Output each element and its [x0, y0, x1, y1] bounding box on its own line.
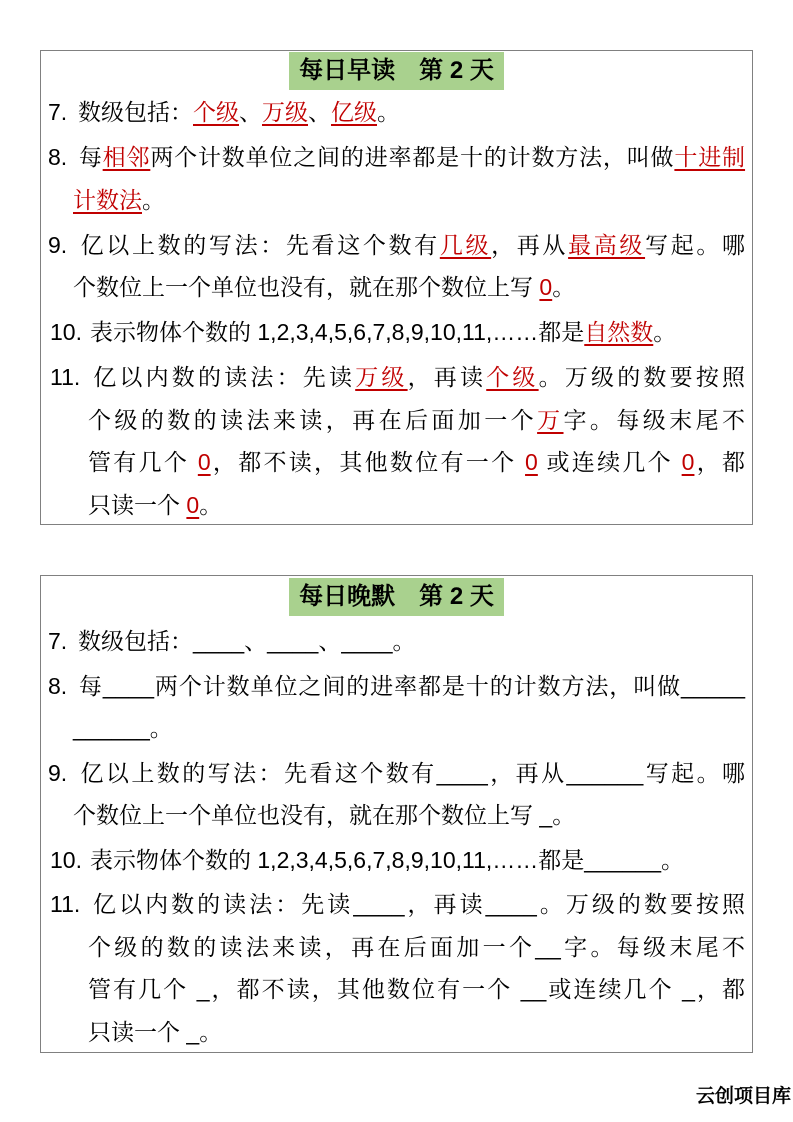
statement-text: 亿以内数的读法：先读: [90, 364, 356, 390]
answer-blank: _: [196, 976, 210, 1002]
item-line: [48, 136, 745, 179]
item-8: [48, 665, 745, 750]
statement-text: 字。每级末尾不: [560, 933, 746, 960]
statement-text: 。万级的数要按照: [536, 891, 746, 917]
answer-blank: ____: [353, 891, 405, 917]
item-line: [48, 620, 745, 663]
item-line: [48, 968, 745, 1011]
statement-text: ，都不读，其他数位有一个: [210, 449, 526, 475]
statement-text: ，都不读，其他数位有一个: [209, 976, 521, 1002]
answer-text: 0: [197, 449, 211, 475]
morning-title-row: [41, 52, 752, 90]
statement-text: 、: [318, 628, 342, 654]
evening-dictation-box: [40, 575, 753, 1053]
statement-text: 写起。哪: [643, 759, 746, 786]
statement-text: 或连续几个: [546, 976, 683, 1002]
statement-text: ，都: [694, 449, 746, 475]
answer-blank: _: [539, 802, 553, 828]
item-line: [48, 707, 745, 750]
answer-blank: ______: [566, 759, 644, 786]
answer-text: 几级: [439, 231, 492, 258]
answer-text: 个级: [193, 99, 239, 125]
item-line: [48, 484, 745, 527]
statement-text: 管有几个: [88, 976, 197, 1002]
item-9: [48, 752, 745, 837]
answer-text: 相邻: [102, 144, 151, 170]
statement-text: 两个计数单位之间的进率都是十的计数方法，叫做: [154, 672, 682, 699]
item-number: 9.: [48, 231, 68, 258]
item-line: [48, 356, 745, 399]
statement-text: 个数位上一个单位也没有，就在那个数位上写: [73, 274, 540, 300]
answer-blank: ____: [485, 891, 537, 917]
statement-text: 、: [308, 99, 331, 125]
answer-text: 0: [539, 274, 553, 300]
item-10: [48, 839, 745, 882]
item-number: 10.: [50, 319, 82, 345]
answer-blank: ____: [341, 628, 393, 654]
morning-title: 每日早读 第 2 天: [289, 52, 504, 90]
statement-text: 字。每级末尾不: [563, 406, 746, 433]
answer-blank: ____: [436, 759, 488, 786]
statement-text: 写起。哪: [645, 231, 746, 258]
statement-text: 。: [552, 802, 576, 828]
answer-text: 自然数: [584, 319, 654, 345]
item-line: [48, 752, 745, 795]
statement-text: 。: [142, 186, 165, 213]
item-number: 11.: [50, 364, 81, 390]
statement-text: 每: [78, 672, 103, 699]
answer-text: 最高级: [568, 231, 646, 258]
item-line: [48, 665, 745, 708]
statement-text: 只读一个: [88, 1018, 187, 1045]
statement-text: 每: [78, 144, 103, 170]
statement-text: ，再从: [487, 759, 567, 786]
answer-blank: ______: [584, 846, 662, 873]
answer-text: 十进制: [674, 144, 746, 170]
answer-text: 万级: [262, 99, 308, 125]
item-number: 9.: [48, 759, 68, 786]
item-line: [48, 1011, 745, 1054]
item-line: [48, 441, 745, 484]
answer-blank: ____: [267, 628, 319, 654]
statement-text: ，再读: [407, 364, 487, 390]
statement-text: 。: [392, 628, 416, 654]
statement-text: 、: [244, 628, 268, 654]
morning-item-list: [41, 91, 752, 526]
item-10: [48, 311, 745, 354]
statement-text: 只读一个: [88, 491, 187, 518]
item-11: [48, 883, 745, 1053]
statement-text: 。: [552, 274, 576, 300]
statement-text: 亿以上数的写法：先看这个数有: [78, 231, 440, 258]
statement-text: 亿以上数的写法：先看这个数有: [78, 759, 437, 786]
item-line: [48, 926, 745, 969]
answer-text: 0: [186, 491, 200, 518]
item-7: [48, 620, 745, 663]
statement-text: 。: [661, 846, 685, 873]
statement-text: 数级包括：: [78, 628, 193, 654]
item-7: [48, 91, 745, 134]
evening-title: 每日晚默 第 2 天: [289, 578, 504, 616]
item-line: [48, 399, 745, 442]
statement-text: 个级的数的读法来读，再在后面加一个: [88, 933, 536, 960]
answer-blank: _____: [681, 672, 746, 699]
item-number: 8.: [48, 672, 68, 699]
answer-blank: ______: [73, 715, 150, 741]
answer-text: 0: [681, 449, 695, 475]
item-line: [48, 179, 745, 222]
item-line: [48, 266, 745, 309]
statement-text: 或连续几个: [537, 449, 682, 475]
item-number: 10.: [50, 846, 82, 873]
item-9: [48, 224, 745, 309]
statement-text: 个数位上一个单位也没有，就在那个数位上写: [73, 802, 540, 828]
statement-text: 。: [199, 1018, 223, 1045]
answer-blank: ____: [193, 628, 245, 654]
answer-text: 计数法: [73, 186, 142, 213]
statement-text: 数级包括：: [78, 99, 193, 125]
item-line: [48, 311, 745, 354]
statement-text: ，再从: [491, 231, 569, 258]
item-line: [48, 839, 745, 882]
item-number: 11.: [50, 891, 81, 917]
statement-text: 、: [239, 99, 262, 125]
answer-blank: __: [535, 933, 561, 960]
statement-text: 。: [653, 319, 677, 345]
answer-text: 亿级: [331, 99, 377, 125]
statement-text: 。万级的数要按照: [538, 364, 746, 390]
statement-text: 两个计数单位之间的进率都是十的计数方法，叫做: [150, 144, 675, 170]
footer-brand: 云创项目库: [695, 1086, 791, 1107]
item-line: [48, 883, 745, 926]
statement-text: 亿以内数的读法：先读: [90, 891, 354, 917]
answer-blank: _: [186, 1018, 200, 1045]
answer-text: 万: [537, 406, 564, 433]
statement-text: ，再读: [404, 891, 486, 917]
item-8: [48, 136, 745, 221]
answer-text: 0: [525, 449, 538, 475]
answer-blank: __: [520, 976, 547, 1002]
answer-blank: ____: [102, 672, 155, 699]
statement-text: 。: [377, 99, 400, 125]
answer-blank: _: [682, 976, 695, 1002]
statement-text: 。: [149, 715, 173, 741]
answer-text: 个级: [486, 364, 539, 390]
morning-reading-box: [40, 50, 753, 525]
item-number: 7.: [48, 628, 68, 654]
answer-text: 万级: [355, 364, 408, 390]
item-number: 7.: [48, 99, 68, 125]
statement-text: 管有几个: [88, 449, 198, 475]
statement-text: ，都: [694, 976, 746, 1002]
statement-text: 表示物体个数的 1,2,3,4,5,6,7,8,9,10,11,……都是: [90, 846, 585, 873]
statement-text: 。: [199, 491, 223, 518]
item-number: 8.: [48, 144, 68, 170]
statement-text: 个级的数的读法来读，再在后面加一个: [88, 406, 538, 433]
item-line: [48, 91, 745, 134]
item-line: [48, 794, 745, 837]
evening-title-row: [41, 578, 752, 616]
item-11: [48, 356, 745, 526]
item-line: [48, 224, 745, 267]
statement-text: 表示物体个数的 1,2,3,4,5,6,7,8,9,10,11,……都是: [90, 319, 585, 345]
evening-item-list: [41, 620, 752, 1053]
